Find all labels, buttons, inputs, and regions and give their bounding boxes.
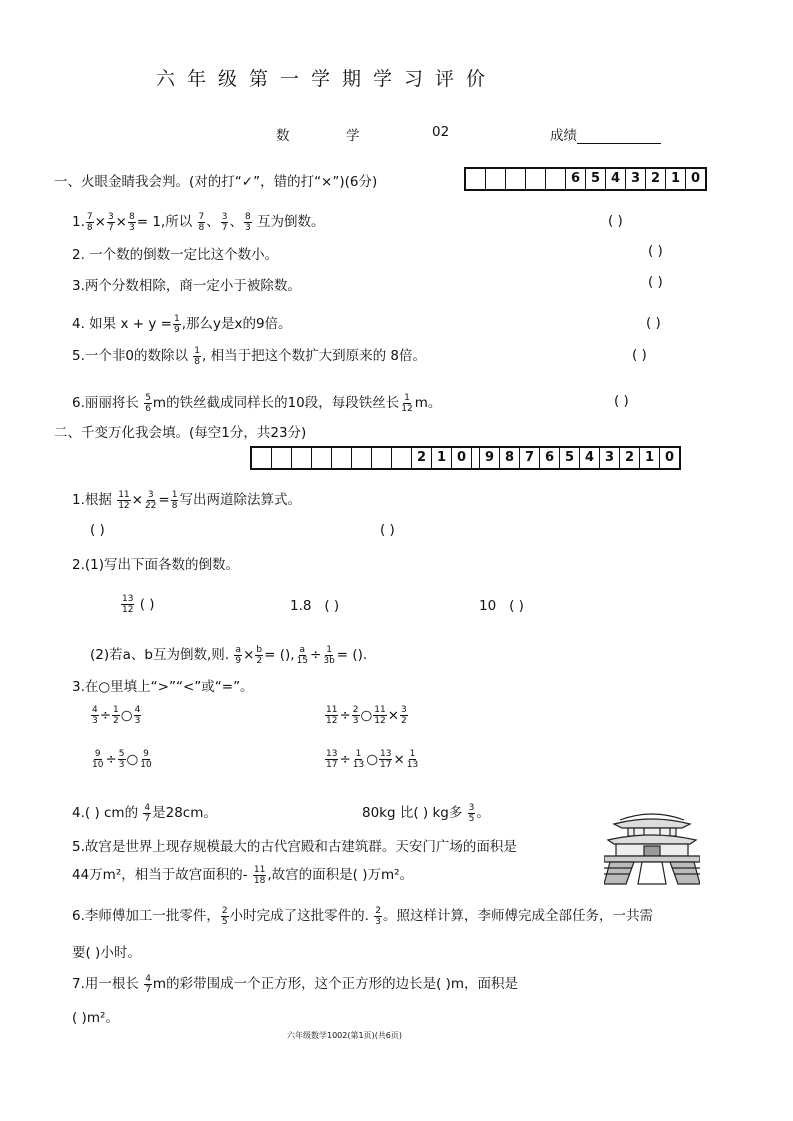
s2-q2-sub: (2)若a、b互为倒数,则. $\frac{a}{9}$ × $\frac{b}{2}$ = (), $\frac{a}{15}$ ÷ $\frac{1}{3b}$ = (). [90,644,368,666]
compare-expr-4: $\frac{13}{17}$ ÷ $\frac{1}{13}$ ○ $\frac{13}{17}$ × $\frac{1}{13}$ [326,749,419,770]
section2-heading: 二、千变万化我会填。(每空1分，共23分) [54,425,307,441]
score-box[interactable] [546,169,566,189]
s2-q7-line2: ( )m²。 [72,1010,119,1026]
score-box: 3 [600,448,620,468]
score-box[interactable] [526,169,546,189]
s2-q2-item3: 10 ( ) [479,598,524,614]
fraction: $\frac{3}{7}$ [221,211,228,233]
fraction: $\frac{3}{22}$ [144,489,157,511]
fraction: $\frac{8}{3}$ [128,211,135,233]
score-field [550,124,661,144]
score-box: 1 [432,448,452,468]
page-title: 六年级第一学期学习评价 [156,68,498,90]
s2-q6-line2: 要( )小时。 [72,945,141,961]
s2-q7-line1: 7.用一根长 $\frac{4}{7}$ m的彩带围成一个正方形，这个正方形的边长是( )m，面积是 [72,973,519,995]
score-box[interactable] [312,448,332,468]
fraction: $\frac{1}{3b}$ [323,644,335,666]
s2-q2-item2: 1.8 ( ) [290,598,340,614]
fraction: $\frac{1}{8}$ [194,345,201,367]
s2-q2: 2.(1)写出下面各数的倒数。 [72,557,240,573]
score-box: 9 [480,448,500,468]
answer-paren[interactable]: ( ) [139,596,155,613]
fraction: $\frac{11}{12}$ [118,489,130,511]
compare-circle[interactable]: ○ [126,751,139,768]
compare-circle[interactable]: ○ [120,707,133,724]
compare-expr-3: $\frac{9}{10}$ ÷ $\frac{5}{3}$ ○ $\frac{9}{10}$ [92,749,152,770]
answer-blank-2[interactable]: ( ) [380,522,395,538]
s1-q3: 3.两个分数相除，商一定小于被除数。 [72,278,301,294]
fraction: $\frac{1}{8}$ [171,489,178,511]
s2-q4-right: 80kg 比( ) kg多 $\frac{3}{5}$ 。 [362,802,490,824]
score-label: 成绩 [550,128,577,144]
answer-paren[interactable]: ( ) [648,274,663,290]
score-box: 6 [566,169,586,189]
fraction: $\frac{7}{8}$ [86,211,93,233]
page-footer: 六年级数学1002(第1页)(共6页) [287,1031,403,1040]
score-box: 2 [646,169,666,189]
score-box: 0 [690,171,701,186]
fraction: $\frac{8}{3}$ [244,211,251,233]
score-box: 0 [664,450,675,465]
answer-paren[interactable]: ( ) [324,598,340,614]
fraction: $\frac{7}{8}$ [198,211,205,233]
answer-blank-1[interactable]: ( ) [90,522,105,538]
score-box[interactable] [332,448,352,468]
fraction: $\frac{a}{15}$ [296,644,309,666]
score-box: 5 [586,169,606,189]
section1-score-boxes [464,167,707,191]
score-box-separator [472,448,480,468]
score-box: 4 [580,448,600,468]
score-box[interactable] [252,448,272,468]
score-box: 2 [412,448,432,468]
score-box: 4 [606,169,626,189]
score-box: 1 [640,448,660,468]
score-box[interactable] [372,448,392,468]
s2-q5-line1: 5.故宫是世界上现存规模最大的古代宫殿和古建筑群。天安门广场的面积是 [72,839,517,855]
answer-paren[interactable]: ( ) [646,315,661,331]
s2-q5-line2: 44万m²，相当于故宫面积的- $\frac{11}{18}$ ,故宫的面积是( )万m²。 [72,864,414,886]
s1-q2: 2. 一个数的倒数一定比这个数小。 [72,247,279,263]
score-box[interactable] [272,448,292,468]
score-box[interactable] [466,169,486,189]
score-blank[interactable] [577,129,661,144]
forbidden-city-illustration [604,806,700,886]
answer-paren[interactable]: ( ) [509,598,524,614]
s1-q4: 4. 如果 x + y = $\frac{1}{9}$ ,那么y是x的9倍。 [72,313,292,335]
fraction: $\frac{5}{6}$ [145,392,151,414]
fraction: $\frac{1}{9}$ [173,313,180,335]
compare-circle[interactable]: ○ [366,751,378,768]
answer-paren[interactable]: ( ) [648,243,663,259]
s2-q6-line1: 6.李师傅加工一批零件， $\frac{2}{5}$ 小时完成了这批零件的. $\frac{2}{3}$ 。照这样计算，李师傅完成全部任务，一共需 [72,905,653,927]
compare-circle[interactable]: ○ [360,707,373,724]
fraction: $\frac{b}{2}$ [256,644,263,666]
fraction: $\frac{a}{9}$ [235,644,242,666]
fraction: $\frac{1}{12}$ [401,392,413,414]
answer-paren[interactable]: ( ) [632,347,647,363]
s2-q3: 3.在○里填上“>”“<”或“=”。 [72,679,254,695]
section2-score-boxes [250,446,681,470]
s2-q4: 4.( ) cm的 $\frac{4}{7}$ 是28cm。 [72,802,217,824]
score-box[interactable] [506,169,526,189]
subject-label: 数 [276,128,290,144]
score-box[interactable] [352,448,372,468]
fraction: $\frac{13}{12}$ [122,594,134,615]
s1-q6: 6.丽丽将长 $\frac{5}{6}$ m的铁丝截成同样长的10段，每段铁丝长 $\frac{1}{12}$ m。 [72,392,442,414]
fraction: $\frac{3}{7}$ [107,211,114,233]
section1-heading: 一、火眼金睛我会判。(对的打“✓”，错的打“×”)(6分) [54,174,378,190]
score-box: 3 [626,169,646,189]
compare-expr-1: $\frac{4}{3}$ ÷ $\frac{1}{2}$ ○ $\frac{4}{3}$ [92,705,141,726]
score-box: 0 [452,448,472,468]
score-box: 7 [520,448,540,468]
score-box[interactable] [292,448,312,468]
s2-q1: 1.根据 $\frac{11}{12}$ × $\frac{3}{22}$ = $\frac{1}{8}$ 写出两道除法算式。 [72,489,301,511]
answer-paren[interactable]: ( ) [608,213,623,229]
score-box: 5 [560,448,580,468]
s1-q1: 1. $\frac{7}{8}$ × $\frac{3}{7}$ × $\frac{8}{3}$ = 1,所以 $\frac{7}{8}$ 、 $\frac{3}{7}$ 、 $\frac{8}{3}$ 互为倒数。 [72,211,325,233]
score-box: 6 [540,448,560,468]
score-box: 8 [500,448,520,468]
score-box[interactable] [392,448,412,468]
s2-q2-item1 [120,594,155,615]
q-number: 1. [72,214,85,230]
s1-q5: 5.一个非0的数除以 $\frac{1}{8}$ , 相当于把这个数扩大到原来的 8倍。 [72,345,426,367]
answer-paren[interactable]: ( ) [614,393,629,409]
score-box: 1 [666,169,686,189]
paper-code: 02 [432,124,450,140]
score-box: 2 [620,448,640,468]
subject-label-2: 学 [346,128,360,144]
score-box[interactable] [486,169,506,189]
compare-expr-2: $\frac{11}{12}$ ÷ $\frac{2}{3}$ ○ $\frac{11}{12}$ × $\frac{3}{2}$ [326,705,407,726]
